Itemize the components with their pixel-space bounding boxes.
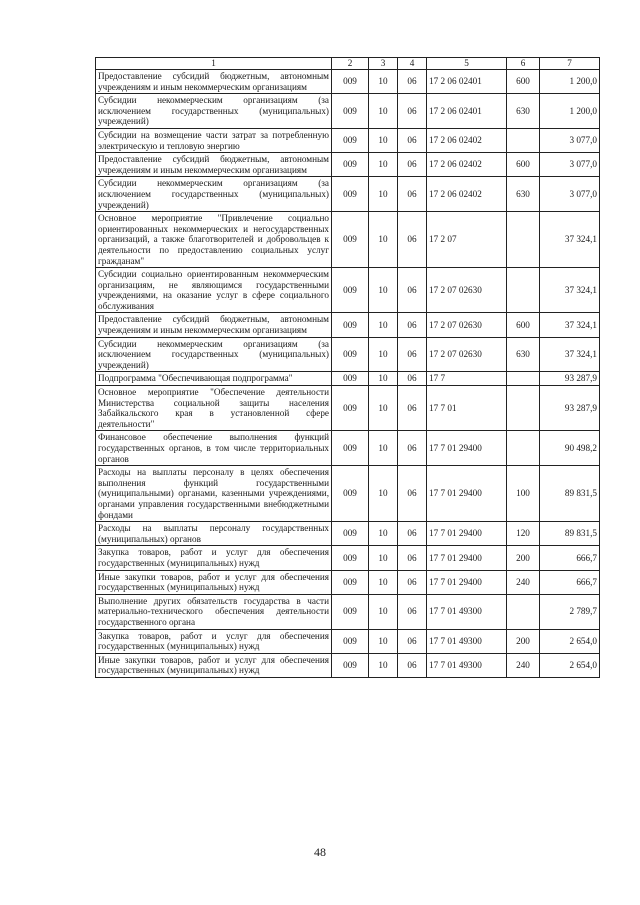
table-row bbox=[96, 546, 600, 570]
grbs-cell: 009 bbox=[332, 629, 369, 653]
expense-type-cell: 600 bbox=[507, 70, 540, 94]
row-name-cell: Подпрограмма "Обеспечивающая подпрограмма" bbox=[96, 372, 332, 386]
table-row bbox=[96, 522, 600, 546]
expense-type-cell bbox=[507, 268, 540, 313]
expense-type-cell: 240 bbox=[507, 570, 540, 594]
target-article-cell: 17 7 01 bbox=[427, 386, 507, 431]
amount-cell: 2 789,7 bbox=[540, 594, 600, 629]
amount-cell: 89 831,5 bbox=[540, 522, 600, 546]
expense-type-cell bbox=[507, 431, 540, 466]
grbs-cell: 009 bbox=[332, 313, 369, 337]
section-cell: 10 bbox=[369, 522, 398, 546]
expense-type-cell bbox=[507, 594, 540, 629]
subsection-cell: 06 bbox=[398, 372, 427, 386]
subsection-cell: 06 bbox=[398, 153, 427, 177]
amount-cell: 3 077,0 bbox=[540, 153, 600, 177]
row-name-cell: Основное мероприятие "Привлечение социально ориентированных некоммерческих и негосударственных организаций, а также благотворителей и добровольцев к деятельности по предоставлению социальных услуг гражданам" bbox=[96, 212, 332, 268]
section-cell: 10 bbox=[369, 546, 398, 570]
expense-type-cell: 600 bbox=[507, 153, 540, 177]
target-article-cell: 17 2 07 bbox=[427, 212, 507, 268]
target-article-cell: 17 2 06 02402 bbox=[427, 177, 507, 212]
subsection-cell: 06 bbox=[398, 337, 427, 372]
table-row bbox=[96, 372, 600, 386]
grbs-cell: 009 bbox=[332, 70, 369, 94]
target-article-cell: 17 7 01 29400 bbox=[427, 546, 507, 570]
target-article-cell: 17 2 06 02401 bbox=[427, 70, 507, 94]
amount-cell: 1 200,0 bbox=[540, 70, 600, 94]
target-article-cell: 17 2 06 02402 bbox=[427, 128, 507, 152]
table-row bbox=[96, 153, 600, 177]
row-name-cell: Субсидии некоммерческим организациям (за исключением государственных (муниципальных) учреждений) bbox=[96, 337, 332, 372]
section-cell: 10 bbox=[369, 313, 398, 337]
row-name-cell: Субсидии некоммерческим организациям (за исключением государственных (муниципальных) учреждений) bbox=[96, 177, 332, 212]
amount-cell: 2 654,0 bbox=[540, 653, 600, 677]
table-row bbox=[96, 431, 600, 466]
row-name-cell: Финансовое обеспечение выполнения функций государственных органов, в том числе территориальных органов bbox=[96, 431, 332, 466]
target-article-cell: 17 2 06 02401 bbox=[427, 94, 507, 129]
subsection-cell: 06 bbox=[398, 313, 427, 337]
subsection-cell: 06 bbox=[398, 594, 427, 629]
table-row bbox=[96, 594, 600, 629]
section-cell: 10 bbox=[369, 177, 398, 212]
row-name-cell: Иные закупки товаров, работ и услуг для обеспечения государственных (муниципальных) нужд bbox=[96, 570, 332, 594]
subsection-cell: 06 bbox=[398, 212, 427, 268]
subsection-cell: 06 bbox=[398, 128, 427, 152]
row-name-cell: Субсидии на возмещение части затрат за потребленную электрическую и тепловую энергию bbox=[96, 128, 332, 152]
amount-cell: 3 077,0 bbox=[540, 128, 600, 152]
amount-cell: 37 324,1 bbox=[540, 268, 600, 313]
row-name-cell: Субсидии некоммерческим организациям (за исключением государственных (муниципальных) учреждений) bbox=[96, 94, 332, 129]
table-row bbox=[96, 629, 600, 653]
table-row bbox=[96, 94, 600, 129]
table-body bbox=[96, 70, 600, 678]
amount-cell: 1 200,0 bbox=[540, 94, 600, 129]
column-header: 5 bbox=[427, 58, 507, 70]
amount-cell: 666,7 bbox=[540, 546, 600, 570]
budget-table bbox=[95, 57, 600, 678]
target-article-cell: 17 2 07 02630 bbox=[427, 313, 507, 337]
table-row bbox=[96, 570, 600, 594]
subsection-cell: 06 bbox=[398, 386, 427, 431]
amount-cell: 2 654,0 bbox=[540, 629, 600, 653]
target-article-cell: 17 2 07 02630 bbox=[427, 337, 507, 372]
amount-cell: 93 287,9 bbox=[540, 372, 600, 386]
row-name-cell: Закупка товаров, работ и услуг для обеспечения государственных (муниципальных) нужд bbox=[96, 629, 332, 653]
table-row bbox=[96, 337, 600, 372]
table-row bbox=[96, 653, 600, 677]
target-article-cell: 17 7 01 49300 bbox=[427, 629, 507, 653]
column-header: 6 bbox=[507, 58, 540, 70]
grbs-cell: 009 bbox=[332, 268, 369, 313]
table-row bbox=[96, 386, 600, 431]
grbs-cell: 009 bbox=[332, 372, 369, 386]
expense-type-cell bbox=[507, 372, 540, 386]
table-row bbox=[96, 466, 600, 522]
grbs-cell: 009 bbox=[332, 466, 369, 522]
row-name-cell: Предоставление субсидий бюджетным, автономным учреждениям и иным некоммерческим организациям bbox=[96, 313, 332, 337]
section-cell: 10 bbox=[369, 70, 398, 94]
expense-type-cell: 100 bbox=[507, 466, 540, 522]
amount-cell: 3 077,0 bbox=[540, 177, 600, 212]
subsection-cell: 06 bbox=[398, 431, 427, 466]
section-cell: 10 bbox=[369, 386, 398, 431]
row-name-cell: Закупка товаров, работ и услуг для обеспечения государственных (муниципальных) нужд bbox=[96, 546, 332, 570]
section-cell: 10 bbox=[369, 268, 398, 313]
expense-type-cell bbox=[507, 128, 540, 152]
subsection-cell: 06 bbox=[398, 94, 427, 129]
target-article-cell: 17 7 01 49300 bbox=[427, 653, 507, 677]
amount-cell: 93 287,9 bbox=[540, 386, 600, 431]
amount-cell: 666,7 bbox=[540, 570, 600, 594]
amount-cell: 89 831,5 bbox=[540, 466, 600, 522]
grbs-cell: 009 bbox=[332, 128, 369, 152]
row-name-cell: Основное мероприятие "Обеспечение деятельности Министерства социальной защиты населения Забайкальского края в установленной сфере деятельности" bbox=[96, 386, 332, 431]
grbs-cell: 009 bbox=[332, 522, 369, 546]
grbs-cell: 009 bbox=[332, 386, 369, 431]
table-row bbox=[96, 212, 600, 268]
amount-cell: 90 498,2 bbox=[540, 431, 600, 466]
amount-cell: 37 324,1 bbox=[540, 212, 600, 268]
subsection-cell: 06 bbox=[398, 522, 427, 546]
table-row bbox=[96, 313, 600, 337]
row-name-cell: Предоставление субсидий бюджетным, автономным учреждениям и иным некоммерческим организациям bbox=[96, 153, 332, 177]
grbs-cell: 009 bbox=[332, 546, 369, 570]
table-row bbox=[96, 177, 600, 212]
expense-type-cell: 240 bbox=[507, 653, 540, 677]
expense-type-cell: 630 bbox=[507, 337, 540, 372]
grbs-cell: 009 bbox=[332, 431, 369, 466]
target-article-cell: 17 7 bbox=[427, 372, 507, 386]
grbs-cell: 009 bbox=[332, 653, 369, 677]
column-header: 1 bbox=[96, 58, 332, 70]
section-cell: 10 bbox=[369, 94, 398, 129]
row-name-cell: Выполнение других обязательств государства в части материально-технического обеспечения деятельности государственного органа bbox=[96, 594, 332, 629]
subsection-cell: 06 bbox=[398, 268, 427, 313]
row-name-cell: Расходы на выплаты персоналу государственных (муниципальных) органов bbox=[96, 522, 332, 546]
expense-type-cell: 630 bbox=[507, 177, 540, 212]
section-cell: 10 bbox=[369, 372, 398, 386]
grbs-cell: 009 bbox=[332, 337, 369, 372]
section-cell: 10 bbox=[369, 594, 398, 629]
target-article-cell: 17 2 07 02630 bbox=[427, 268, 507, 313]
section-cell: 10 bbox=[369, 629, 398, 653]
expense-type-cell bbox=[507, 386, 540, 431]
section-cell: 10 bbox=[369, 212, 398, 268]
column-header: 3 bbox=[369, 58, 398, 70]
subsection-cell: 06 bbox=[398, 653, 427, 677]
grbs-cell: 009 bbox=[332, 177, 369, 212]
target-article-cell: 17 2 06 02402 bbox=[427, 153, 507, 177]
subsection-cell: 06 bbox=[398, 629, 427, 653]
table-header-row bbox=[96, 58, 600, 70]
expense-type-cell: 200 bbox=[507, 629, 540, 653]
column-header: 7 bbox=[540, 58, 600, 70]
expense-type-cell: 120 bbox=[507, 522, 540, 546]
section-cell: 10 bbox=[369, 466, 398, 522]
page-number: 48 bbox=[314, 845, 326, 859]
row-name-cell: Расходы на выплаты персоналу в целях обеспечения выполнения функций государственными (муниципальными) органами, казенными учреждениями, органами управления государственными внебюджетными фондами bbox=[96, 466, 332, 522]
amount-cell: 37 324,1 bbox=[540, 313, 600, 337]
section-cell: 10 bbox=[369, 653, 398, 677]
table-row bbox=[96, 268, 600, 313]
subsection-cell: 06 bbox=[398, 177, 427, 212]
target-article-cell: 17 7 01 29400 bbox=[427, 522, 507, 546]
expense-type-cell: 630 bbox=[507, 94, 540, 129]
section-cell: 10 bbox=[369, 570, 398, 594]
row-name-cell: Предоставление субсидий бюджетным, автономным учреждениям и иным некоммерческим организациям bbox=[96, 70, 332, 94]
table-row bbox=[96, 70, 600, 94]
subsection-cell: 06 bbox=[398, 570, 427, 594]
table-row bbox=[96, 128, 600, 152]
grbs-cell: 009 bbox=[332, 212, 369, 268]
section-cell: 10 bbox=[369, 431, 398, 466]
row-name-cell: Иные закупки товаров, работ и услуг для обеспечения государственных (муниципальных) нужд bbox=[96, 653, 332, 677]
section-cell: 10 bbox=[369, 337, 398, 372]
column-header: 2 bbox=[332, 58, 369, 70]
subsection-cell: 06 bbox=[398, 70, 427, 94]
target-article-cell: 17 7 01 29400 bbox=[427, 570, 507, 594]
column-header: 4 bbox=[398, 58, 427, 70]
target-article-cell: 17 7 01 29400 bbox=[427, 431, 507, 466]
subsection-cell: 06 bbox=[398, 546, 427, 570]
section-cell: 10 bbox=[369, 128, 398, 152]
expense-type-cell: 200 bbox=[507, 546, 540, 570]
amount-cell: 37 324,1 bbox=[540, 337, 600, 372]
target-article-cell: 17 7 01 29400 bbox=[427, 466, 507, 522]
subsection-cell: 06 bbox=[398, 466, 427, 522]
expense-type-cell: 600 bbox=[507, 313, 540, 337]
row-name-cell: Субсидии социально ориентированным некоммерческим организациям, не являющимся государственными учреждениями, на оказание услуг в сфере социального обслуживания bbox=[96, 268, 332, 313]
grbs-cell: 009 bbox=[332, 570, 369, 594]
grbs-cell: 009 bbox=[332, 94, 369, 129]
grbs-cell: 009 bbox=[332, 594, 369, 629]
target-article-cell: 17 7 01 49300 bbox=[427, 594, 507, 629]
section-cell: 10 bbox=[369, 153, 398, 177]
expense-type-cell bbox=[507, 212, 540, 268]
grbs-cell: 009 bbox=[332, 153, 369, 177]
